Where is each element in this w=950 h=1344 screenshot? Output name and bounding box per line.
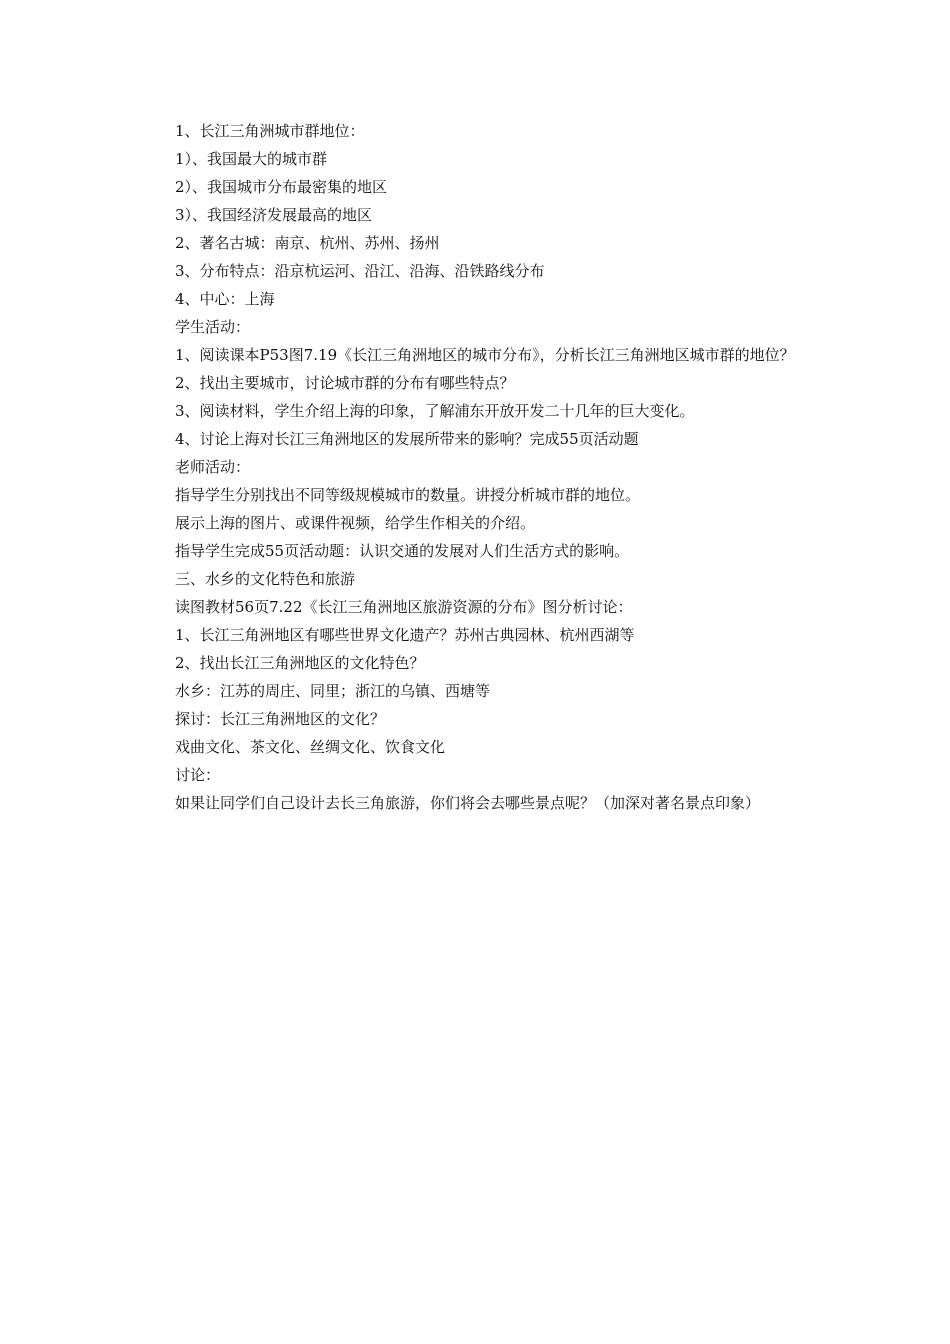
text-line: 2、找出主要城市，讨论城市群的分布有哪些特点？ (175, 374, 515, 392)
section-heading: 讨论： (175, 766, 221, 784)
text-line: 4、中心：上海 (175, 290, 275, 308)
text-paragraph: 1、阅读课本P53图7.19《长江三角洲地区的城市分布》，分析长江三角洲地区城市群的地位？ (175, 346, 795, 364)
text-line: 3、分布特点：沿京杭运河、沿江、沿海、沿铁路线分布 (175, 262, 545, 280)
text-line: 探讨：长江三角洲地区的文化？ (175, 710, 386, 728)
text-line: 4、讨论上海对长江三角洲地区的发展所带来的影响？完成55页活动题 (175, 430, 639, 448)
text-line: 戏曲文化、茶文化、丝绸文化、饮食文化 (175, 738, 446, 756)
text-line: 水乡：江苏的周庄、同里；浙江的乌镇、西塘等 (175, 682, 491, 700)
text-line: 1、长江三角洲城市群地位： (175, 122, 365, 140)
text-line: 3、阅读材料，学生介绍上海的印象，了解浦东开放开发二十几年的巨大变化。 (175, 402, 695, 420)
text-paragraph: 如果让同学们自己设计去长三角旅游，你们将会去哪些景点呢？（加深对著名景点印象） (175, 794, 761, 812)
text-line: 读图教材56页7.22《长江三角洲地区旅游资源的分布》图分析讨论： (175, 598, 633, 616)
text-line: 指导学生完成55页活动题：认识交通的发展对人们生活方式的影响。 (175, 542, 630, 560)
section-heading: 学生活动： (175, 318, 251, 336)
section-heading: 三、水乡的文化特色和旅游 (175, 570, 356, 588)
text-line: 2）、我国城市分布最密集的地区 (175, 178, 388, 196)
text-line: 展示上海的图片、或课件视频，给学生作相关的介绍。 (175, 514, 536, 532)
text-line: 3）、我国经济发展最高的地区 (175, 206, 373, 224)
text-line: 2、找出长江三角洲地区的文化特色？ (175, 654, 425, 672)
text-line: 2、著名古城：南京、杭州、苏州、扬州 (175, 234, 440, 252)
document-body (145, 117, 805, 817)
text-line: 1）、我国最大的城市群 (175, 150, 328, 168)
text-line: 1、长江三角洲地区有哪些世界文化遗产？苏州古典园林、杭州西湖等 (175, 626, 635, 644)
section-heading: 老师活动： (175, 458, 251, 476)
text-line: 指导学生分别找出不同等级规模城市的数量。讲授分析城市群的地位。 (175, 486, 641, 504)
